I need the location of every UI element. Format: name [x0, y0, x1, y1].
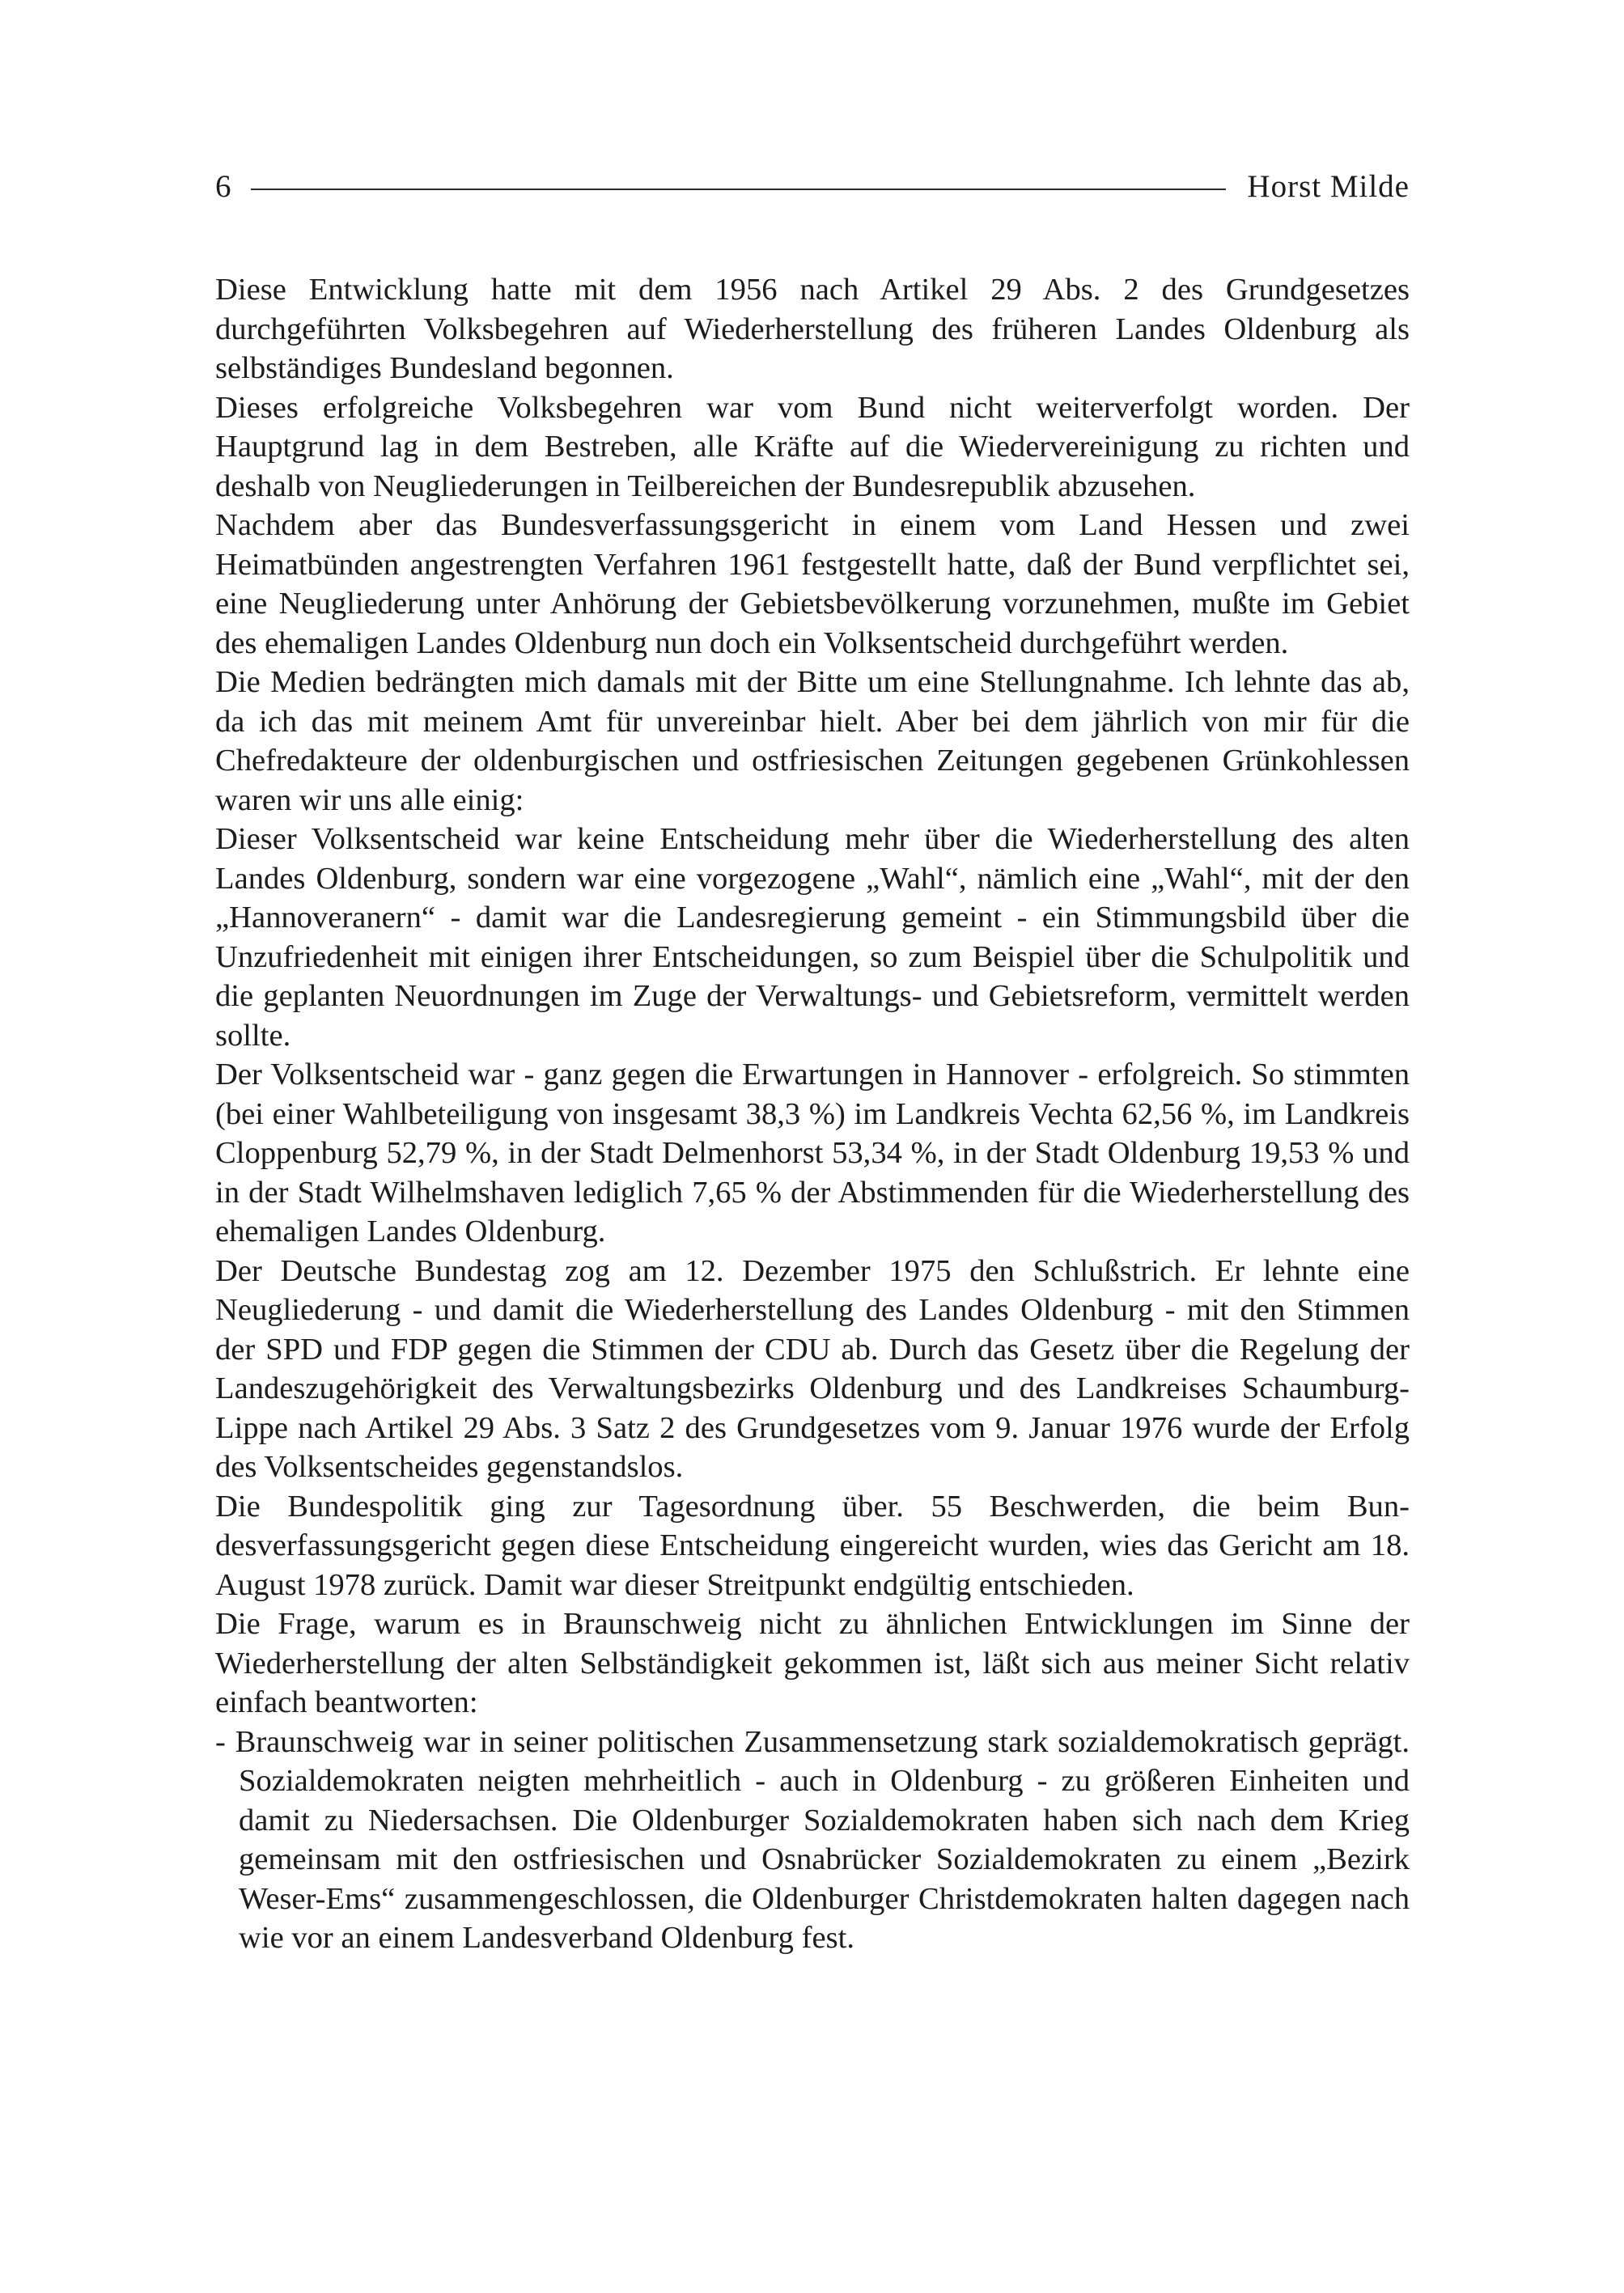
paragraph: Die Frage, warum es in Braunschweig nicht zu ähnlichen Entwicklungen im Sinne der Wiederherstellung der alten Selbständigkeit gekommen ist, läßt sich aus meiner Sicht relativ einfach beantworten:: [215, 1607, 1410, 1719]
book-page: [215, 162, 1410, 1958]
running-header: [215, 162, 1410, 210]
page-number: 6: [215, 168, 231, 204]
paragraph: Diese Entwicklung hatte mit dem 1956 nach Artikel 29 Abs. 2 des Grundgesetzes durchgeführten Volksbegehren auf Wiederherstellung des früheren Landes Oldenburg als selbständiges Bundesland begonnen.: [215, 273, 1410, 385]
list-item: - Braunschweig war in seiner politischen Zusammensetzung stark sozialdemokratisch geprägt. Sozialdemokraten neigten mehrheitlich - auch in Oldenburg - zu größeren Einheiten und damit zu Niedersachsen. Die Oldenburger Sozialdemokraten haben sich nach dem Krieg gemeinsam mit den ostfriesischen und Osnabrücker Sozialdemokraten zu einem „Bezirk Weser-Ems“ zusammengeschlossen, die Oldenburger Christdemokraten halten dagegen nach wie vor an einem Landesverband Oldenburg fest.: [215, 1724, 1410, 1955]
paragraph: Die Medien bedrängten mich damals mit der Bitte um eine Stellungnahme. Ich lehnte das ab, da ich das mit meinem Amt für unvereinbar hielt. Aber bei dem jährlich von mir für die Chefredakteure der oldenburgischen und ostfriesischen Zeitungen gegebenen Grünkohlessen waren wir uns alle einig:: [215, 665, 1410, 817]
paragraph: Der Deutsche Bundestag zog am 12. Dezember 1975 den Schlußstrich. Er lehnte eine Neugliederung - und damit die Wiederherstellung des Landes Oldenburg - mit den Stimmen der SPD und FDP gegen die Stimmen der CDU ab. Durch das Gesetz über die Regelung der Landeszugehörigkeit des Verwaltungsbezirks Oldenburg und des Landkreises Schaumburg-Lippe nach Artikel 29 Abs. 3 Satz 2 des Grundgesetzes vom 9. Januar 1976 wurde der Erfolg des Volksentscheides gegenstandslos.: [215, 1253, 1410, 1484]
paragraph: Nachdem aber das Bundesverfassungsgericht in einem vom Land Hessen und zwei Heimatbünden angestrengten Verfahren 1961 festgestellt hatte, daß der Bund verpflichtet sei, eine Neugliederung unter Anhörung der Gebietsbevölkerung vorzunehmen, mußte im Gebiet des ehemaligen Landes Oldenburg nun doch ein Volksentscheid durchgeführt werden.: [215, 508, 1410, 660]
paragraph: Der Volksentscheid war - ganz gegen die Erwartungen in Hannover - erfolgreich. So stimmten (bei einer Wahlbeteiligung von insgesamt 38,3 %) im Landkreis Vechta 62,56 %, im Landkreis Cloppenburg 52,79 %, in der Stadt Delmenhorst 53,34 %, in der Stadt Oldenburg 19,53 % und in der Stadt Wilhelmshaven lediglich 7,65 % der Abstimmenden für die Wiederherstellung des ehemaligen Landes Oldenburg.: [215, 1057, 1410, 1248]
paragraph: Dieses erfolgreiche Volksbegehren war vom Bund nicht weiterverfolgt worden. Der Hauptgrund lag in dem Bestreben, alle Kräfte auf die Wiedervereinigung zu richten und deshalb von Neugliederungen in Teilbereichen der Bundesrepublik abzusehen.: [215, 390, 1410, 503]
running-head-author: Horst Milde: [1247, 168, 1410, 204]
body-text: [215, 270, 1410, 1958]
paragraph: Dieser Volksentscheid war keine Entscheidung mehr über die Wiederherstellung des alten Landes Oldenburg, sondern war eine vorgezogene „Wahl“, nämlich eine „Wahl“, mit der den „Hannoveranern“ - damit war die Landesregierung gemeint - ein Stimmungsbild über die Unzufriedenheit mit einigen ihrer Entscheidungen, so zum Beispiel über die Schulpolitik und die geplanten Neuordnungen im Zuge der Verwaltungs- und Gebietsreform, vermittelt werden sollte.: [215, 822, 1410, 1053]
paragraph: Die Bundespolitik ging zur Tagesordnung über. 55 Beschwerden, die beim Bundesverfassungsgericht gegen diese Entscheidung eingereicht wurden, wies das Gericht am 18. August 1978 zurück. Damit war dieser Streitpunkt endgültig entschieden.: [215, 1489, 1410, 1602]
header-rule: [251, 189, 1227, 190]
